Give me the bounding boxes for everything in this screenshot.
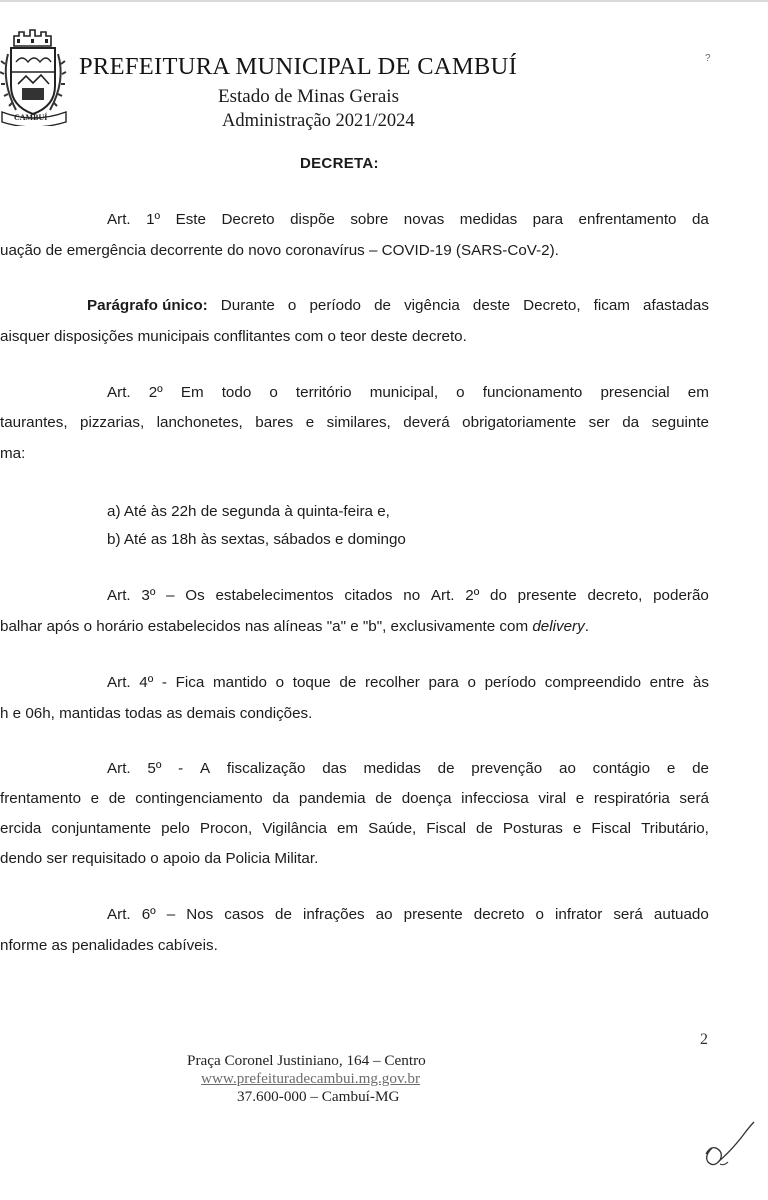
page-title: PREFEITURA MUNICIPAL DE CAMBUÍ: [79, 53, 518, 80]
word: Posturas: [502, 820, 563, 837]
word: decreto,: [587, 587, 643, 604]
word: ao: [559, 760, 576, 777]
word: bares: [255, 414, 294, 431]
word: vigência: [404, 297, 460, 314]
word: Nos: [186, 906, 214, 923]
word: pandemia: [298, 790, 366, 807]
word: frentamento: [0, 790, 82, 807]
word: da: [691, 211, 709, 228]
word: o: [456, 384, 465, 401]
art2-item-b: b) Até as 18h às sextas, sábados e domingo: [107, 531, 406, 548]
word: entre: [649, 674, 685, 691]
word: do: [490, 587, 507, 604]
word: taurantes,: [0, 414, 68, 431]
word: obrigatoriamente: [462, 414, 577, 431]
word: em: [687, 384, 709, 401]
word: Decreto: [221, 211, 275, 228]
word: Art.: [107, 384, 131, 401]
art5-line4: dendo ser requisitado o apoio da Policia Militar.: [0, 850, 319, 867]
word: Em: [180, 384, 204, 401]
signature-initials-icon: [698, 1118, 760, 1174]
word: conjuntamente: [51, 820, 152, 837]
scan-top-edge: [0, 0, 768, 2]
art3-line2-text: balhar após o horário estabelecidos nas alíneas "a" e "b", exclusivamente com: [0, 618, 529, 635]
word: afastadas: [643, 297, 709, 314]
word: lanchonetes,: [156, 414, 243, 431]
word: 2º: [148, 384, 163, 401]
word: Saúde,: [368, 820, 417, 837]
word: de: [375, 790, 393, 807]
word: ficam: [593, 297, 630, 314]
word: presente: [403, 906, 463, 923]
word: das: [322, 760, 347, 777]
word: ercida: [0, 820, 42, 837]
word: da: [622, 414, 640, 431]
word: Fiscal: [426, 820, 466, 837]
word: Fiscal: [591, 820, 632, 837]
word: Este: [175, 211, 206, 228]
footer-address: Praça Coronel Justiniano, 164 – Centro: [187, 1052, 426, 1069]
word: e: [575, 790, 585, 807]
art4-line1: [107, 674, 709, 691]
word: de: [339, 674, 357, 691]
word: será: [679, 790, 709, 807]
word: de: [108, 790, 126, 807]
page-number: 2: [700, 1031, 708, 1048]
word: respiratória: [593, 790, 670, 807]
word: ao: [375, 906, 393, 923]
word: o: [287, 297, 297, 314]
word: medidas: [363, 760, 421, 777]
word: território: [295, 384, 352, 401]
crest-caption: CAMBUÍ: [14, 113, 48, 122]
word: mantido: [212, 674, 268, 691]
word: período: [484, 674, 537, 691]
word: municipal,: [369, 384, 439, 401]
art2-line2: [0, 414, 709, 431]
art6-line1: [107, 906, 709, 923]
word: o: [275, 674, 285, 691]
decree-heading: DECRETA:: [300, 155, 379, 172]
word: viral: [538, 790, 567, 807]
word: citados: [344, 587, 393, 604]
art1-line2: uação de emergência decorrente do novo coronavírus – COVID-19 (SARS-CoV-2).: [0, 242, 559, 259]
word: Art.: [107, 587, 131, 604]
word: pelo: [161, 820, 190, 837]
word: recolher: [364, 674, 420, 691]
word: de: [475, 820, 493, 837]
word: de: [692, 760, 709, 777]
word: doença: [401, 790, 452, 807]
word: em: [336, 820, 359, 837]
paragrafo-line2: aisquer disposições municipais conflitantes com o teor deste decreto.: [0, 328, 467, 345]
word: -: [178, 760, 184, 777]
word: para: [428, 674, 459, 691]
word: seguinte: [651, 414, 709, 431]
word: de: [437, 760, 455, 777]
word: funcionamento: [482, 384, 583, 401]
word: –: [166, 906, 176, 923]
art5-line1: [107, 760, 709, 777]
art1-line1: [107, 211, 709, 228]
word: deverá: [403, 414, 450, 431]
art5-line3: [0, 820, 709, 837]
art4-line2: h e 06h, mantidas todas as demais condições.: [0, 705, 313, 722]
art2-line1: [107, 384, 709, 401]
word: A: [200, 760, 211, 777]
word: novas: [403, 211, 445, 228]
word: 5º: [147, 760, 162, 777]
word: às: [692, 674, 709, 691]
word: estabelecimentos: [215, 587, 334, 604]
art2-line3: ma:: [0, 445, 26, 462]
word: o: [269, 384, 278, 401]
art6-line2: nforme as penalidades cabíveis.: [0, 937, 218, 954]
word: dispõe: [290, 211, 335, 228]
word: medidas: [459, 211, 518, 228]
word: de: [275, 906, 292, 923]
word: Procon,: [199, 820, 253, 837]
word: período: [309, 297, 361, 314]
word: 4º: [139, 674, 154, 691]
art3-delivery: delivery: [532, 618, 585, 635]
art3-line1: [107, 587, 709, 604]
word: 1º: [146, 211, 161, 228]
word: 2º: [465, 587, 480, 604]
word: para: [532, 211, 564, 228]
art3-line2-end: .: [584, 618, 589, 635]
administration-subtitle: Administração 2021/2024: [222, 111, 415, 131]
word: compreendido: [544, 674, 642, 691]
word: -: [161, 674, 167, 691]
word: presencial: [600, 384, 670, 401]
word: contingenciamento: [135, 790, 263, 807]
word: similares,: [326, 414, 391, 431]
word: da: [272, 790, 290, 807]
word: de: [374, 297, 391, 314]
word: no: [403, 587, 421, 604]
word: 6º: [141, 906, 156, 923]
word: Decreto,: [523, 297, 581, 314]
word: pizzarias,: [80, 414, 145, 431]
word: 3º: [141, 587, 156, 604]
word: decreto: [473, 906, 525, 923]
word: Durante: [220, 297, 275, 314]
word: poderão: [653, 587, 709, 604]
municipal-crest-icon: [0, 26, 74, 126]
word: prevenção: [471, 760, 543, 777]
paragrafo-label: Parágrafo único:: [87, 297, 208, 314]
word: infecciosa: [461, 790, 529, 807]
state-subtitle: Estado de Minas Gerais: [218, 86, 399, 107]
word: fiscalização: [226, 760, 306, 777]
word: e: [305, 414, 315, 431]
word: Art.: [107, 674, 131, 691]
word: o: [535, 906, 544, 923]
corner-mark: ?: [705, 53, 711, 64]
word: todo: [221, 384, 252, 401]
word: casos: [224, 906, 264, 923]
footer-cep: 37.600-000 – Cambuí-MG: [237, 1088, 400, 1105]
paragrafo-line1: [87, 297, 709, 314]
word: toque: [292, 674, 331, 691]
word: ser: [588, 414, 610, 431]
word: e: [572, 820, 582, 837]
word: deste: [472, 297, 511, 314]
word: Tributário,: [641, 820, 709, 837]
word: Art.: [107, 760, 131, 777]
word: autuado: [653, 906, 709, 923]
word: e: [666, 760, 676, 777]
word: e: [90, 790, 100, 807]
word: Art.: [107, 211, 131, 228]
word: sobre: [350, 211, 389, 228]
art2-item-a: a) Até às 22h de segunda à quinta-feira e,: [107, 503, 390, 520]
word: Vigilância: [262, 820, 327, 837]
word: infrações: [302, 906, 365, 923]
footer-website-link[interactable]: www.prefeituradecambui.mg.gov.br: [201, 1070, 421, 1087]
word: contágio: [592, 760, 651, 777]
art3-line2: [0, 618, 589, 635]
art5-line2: [0, 790, 709, 807]
word: Art.: [107, 906, 131, 923]
word: Fica: [175, 674, 205, 691]
word: o: [467, 674, 476, 691]
word: infrator: [555, 906, 603, 923]
word: enfrentamento: [578, 211, 677, 228]
word: presente: [517, 587, 577, 604]
word: Os: [185, 587, 205, 604]
word: Art.: [430, 587, 455, 604]
word: –: [166, 587, 175, 604]
word: será: [613, 906, 643, 923]
